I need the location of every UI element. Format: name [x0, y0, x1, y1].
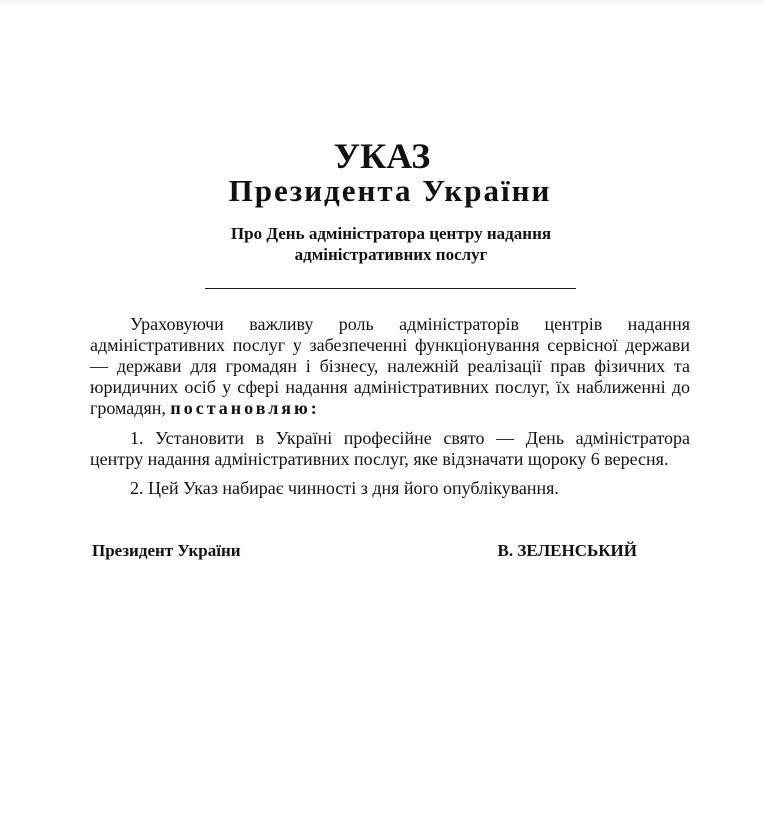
decree-body	[90, 314, 690, 507]
decree-item-1: 1. Установити в Україні професійне свято — День адміністратора центру надання адміністративних послуг, яке відзначати щороку 6 вересня.	[90, 428, 690, 469]
decree-word: постановляю:	[170, 398, 320, 418]
decree-item-2: 2. Цей Указ набирає чинності з дня його опублікування.	[130, 478, 559, 498]
preamble-text: Ураховуючи важливу роль адміністраторів центрів надання адміністративних послуг у забезпеченні функціонування сервісної держави — держави для громадян і бізнесу, належній реалізації прав фізичних та юридичних осіб у сфері надання адміністративних послуг, їх наближенні до громадян,	[90, 314, 690, 418]
decree-subject	[0, 224, 764, 265]
decree-issuer: Президента України	[228, 173, 552, 208]
preamble-paragraph	[90, 314, 690, 419]
decree-title: УКАЗ	[333, 136, 431, 176]
signatory-name: В. ЗЕЛЕНСЬКИЙ	[497, 541, 637, 560]
title-divider	[205, 288, 576, 289]
signature-block	[92, 540, 637, 562]
decree-subject-line-1: Про День адміністратора центру надання	[230, 224, 552, 243]
signatory-title: Президент України	[92, 541, 241, 560]
decree-subject-line-2: адміністративних послуг	[294, 244, 488, 264]
